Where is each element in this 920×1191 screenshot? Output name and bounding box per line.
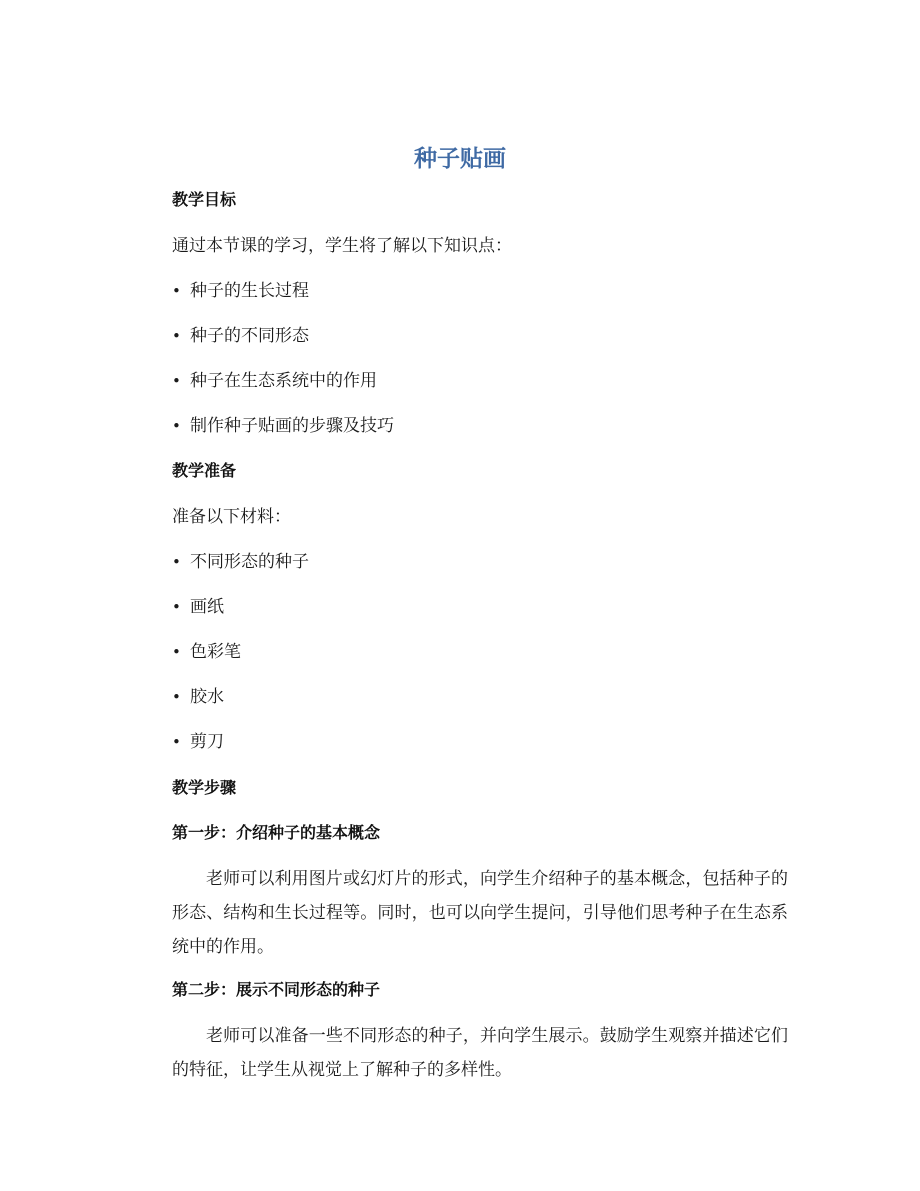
list-item (172, 324, 772, 348)
list-item (172, 414, 772, 438)
bullet-icon: • (172, 327, 181, 345)
list-item-text: 不同形态的种子 (190, 552, 309, 572)
bullet-icon: • (172, 643, 181, 661)
list-item-text: 种子在生态系统中的作用 (190, 371, 377, 391)
bullet-icon: • (172, 688, 181, 706)
list-item-text: 剪刀 (190, 732, 224, 752)
list-item-text: 胶水 (190, 687, 224, 707)
list-item-text: 色彩笔 (190, 642, 241, 662)
list-item (172, 730, 772, 754)
section-heading-objectives: 教学目标 (172, 190, 237, 209)
bullet-icon: • (172, 372, 181, 390)
list-item (172, 685, 772, 709)
step2-body: 老师可以准备一些不同形态的种子，并向学生展示。鼓励学生观察并描述它们的特征，让学生从视觉上了解种子的多样性。 (172, 1026, 788, 1080)
list-item-text: 种子的生长过程 (190, 281, 309, 301)
list-item (172, 550, 772, 574)
step1-heading: 第一步：介绍种子的基本概念 (172, 823, 381, 842)
objectives-intro: 通过本节课的学习，学生将了解以下知识点： (172, 236, 512, 256)
list-item (172, 279, 772, 303)
step1-body: 老师可以利用图片或幻灯片的形式，向学生介绍种子的基本概念，包括种子的形态、结构和生长过程等。同时，也可以向学生提问，引导他们思考种子在生态系统中的作用。 (172, 869, 788, 957)
bullet-icon: • (172, 417, 181, 435)
bullet-icon: • (172, 733, 181, 751)
list-item-text: 种子的不同形态 (190, 326, 309, 346)
section-heading-preparation: 教学准备 (172, 461, 237, 480)
bullet-icon: • (172, 553, 181, 571)
bullet-icon: • (172, 282, 181, 300)
list-item-text: 制作种子贴画的步骤及技巧 (190, 416, 394, 436)
list-item-text: 画纸 (190, 597, 224, 617)
document-title: 种子贴画 (414, 145, 506, 172)
step2-heading: 第二步：展示不同形态的种子 (172, 980, 381, 999)
preparation-intro: 准备以下材料： (172, 507, 291, 527)
list-item (172, 640, 772, 664)
bullet-icon: • (172, 598, 181, 616)
list-item (172, 369, 772, 393)
list-item (172, 595, 772, 619)
section-heading-steps: 教学步骤 (172, 778, 237, 797)
